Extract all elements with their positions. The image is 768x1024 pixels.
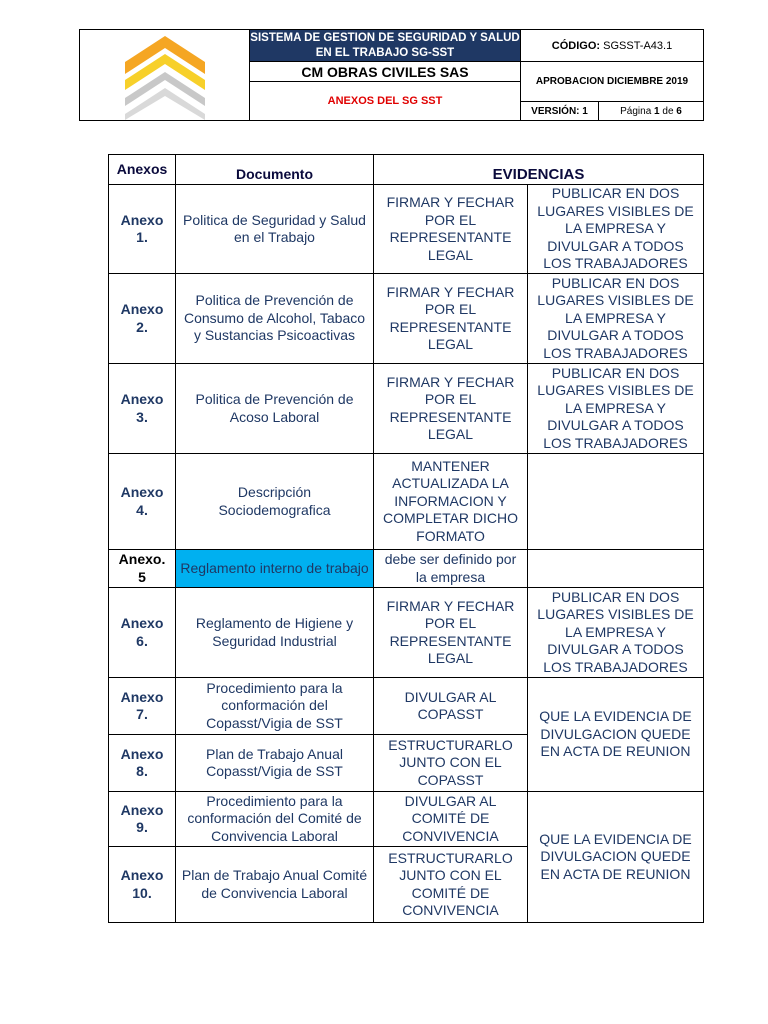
document-cell: Reglamento interno de trabajo bbox=[176, 550, 374, 588]
evidence-cell: PUBLICAR EN DOS LUGARES VISIBLES DE LA EMPRESA Y DIVULGAR A TODOS LOS TRABAJADORES bbox=[528, 185, 704, 274]
evidence-cell: DIVULGAR AL COMITÉ DE CONVIVENCIA bbox=[374, 792, 528, 847]
page-word: Página bbox=[620, 105, 652, 117]
table-row bbox=[109, 792, 704, 847]
evidence-cell bbox=[528, 454, 704, 550]
evidence-cell: PUBLICAR EN DOS LUGARES VISIBLES DE LA EMPRESA Y DIVULGAR A TODOS LOS TRABAJADORES bbox=[528, 364, 704, 454]
evidence-cell: FIRMAR Y FECHAR POR EL REPRESENTANTE LEGAL bbox=[374, 185, 528, 274]
evidence-cell-merged: QUE LA EVIDENCIA DE DIVULGACION QUEDE EN ACTA DE REUNION bbox=[528, 678, 704, 792]
annex-cell: Anexo 6. bbox=[109, 588, 176, 678]
table-header-row bbox=[109, 155, 704, 185]
document-cell: Reglamento de Higiene y Seguridad Industrial bbox=[176, 588, 374, 678]
version-value: 1 bbox=[582, 105, 588, 117]
table-row bbox=[109, 550, 704, 588]
table-row bbox=[109, 454, 704, 550]
evidence-cell-merged: QUE LA EVIDENCIA DE DIVULGACION QUEDE EN ACTA DE REUNION bbox=[528, 792, 704, 923]
document-cell: Plan de Trabajo Anual Copasst/Vigia de SST bbox=[176, 735, 374, 792]
code-label: CÓDIGO: bbox=[551, 39, 601, 52]
header-document: Documento bbox=[176, 155, 374, 185]
system-title: SISTEMA DE GESTION DE SEGURIDAD Y SALUD EN EL TRABAJO SG-SST bbox=[250, 30, 521, 62]
evidence-cell: FIRMAR Y FECHAR POR EL REPRESENTANTE LEGAL bbox=[374, 274, 528, 364]
evidence-cell: PUBLICAR EN DOS LUGARES VISIBLES DE LA EMPRESA Y DIVULGAR A TODOS LOS TRABAJADORES bbox=[528, 274, 704, 364]
annex-cell: Anexo 7. bbox=[109, 678, 176, 735]
evidence-cell: FIRMAR Y FECHAR POR EL REPRESENTANTE LEGAL bbox=[374, 588, 528, 678]
annex-cell: Anexo. 5 bbox=[109, 550, 176, 588]
evidence-cell: DIVULGAR AL COPASST bbox=[374, 678, 528, 735]
page-current: 1 bbox=[654, 105, 660, 117]
company-logo bbox=[120, 30, 210, 120]
document-cell: Politica de Prevención de Acoso Laboral bbox=[176, 364, 374, 454]
table-row bbox=[109, 185, 704, 274]
document-cell: Descripción Sociodemografica bbox=[176, 454, 374, 550]
evidence-cell: FIRMAR Y FECHAR POR EL REPRESENTANTE LEGAL bbox=[374, 364, 528, 454]
annex-cell: Anexo 4. bbox=[109, 454, 176, 550]
evidence-cell: MANTENER ACTUALIZADA LA INFORMACION Y COMPLETAR DICHO FORMATO bbox=[374, 454, 528, 550]
document-cell: Procedimiento para la conformación del Copasst/Vigia de SST bbox=[176, 678, 374, 735]
annex-cell: Anexo 3. bbox=[109, 364, 176, 454]
table-row bbox=[109, 364, 704, 454]
evidence-cell: PUBLICAR EN DOS LUGARES VISIBLES DE LA EMPRESA Y DIVULGAR A TODOS LOS TRABAJADORES bbox=[528, 588, 704, 678]
header-annex: Anexos bbox=[109, 155, 176, 185]
page-number bbox=[599, 102, 704, 121]
company-name: CM OBRAS CIVILES SAS bbox=[250, 62, 521, 82]
page-total: 6 bbox=[676, 105, 682, 117]
version-label: VERSIÓN: bbox=[531, 105, 580, 117]
table-row bbox=[109, 274, 704, 364]
annex-title: ANEXOS DEL SG SST bbox=[250, 82, 521, 121]
document-header bbox=[79, 29, 704, 121]
evidence-cell: debe ser definido por la empresa bbox=[374, 550, 528, 588]
evidence-cell: ESTRUCTURARLO JUNTO CON EL COMITÉ DE CONVIVENCIA bbox=[374, 847, 528, 923]
header-evidence: EVIDENCIAS bbox=[374, 155, 704, 185]
page-of: de bbox=[662, 105, 674, 117]
annex-cell: Anexo 8. bbox=[109, 735, 176, 792]
document-code bbox=[521, 30, 704, 62]
table-row bbox=[109, 678, 704, 735]
code-value: SGSST-A43.1 bbox=[603, 39, 673, 52]
document-cell: Politica de Seguridad y Salud en el Trabajo bbox=[176, 185, 374, 274]
logo-cell bbox=[80, 30, 250, 121]
document-cell: Politica de Prevención de Consumo de Alcohol, Tabaco y Sustancias Psicoactivas bbox=[176, 274, 374, 364]
annex-table bbox=[108, 154, 704, 923]
evidence-cell bbox=[528, 550, 704, 588]
approval-date: APROBACION DICIEMBRE 2019 bbox=[521, 62, 704, 102]
annex-cell: Anexo 1. bbox=[109, 185, 176, 274]
annex-cell: Anexo 9. bbox=[109, 792, 176, 847]
document-cell: Plan de Trabajo Anual Comité de Convivencia Laboral bbox=[176, 847, 374, 923]
version bbox=[521, 102, 599, 121]
evidence-cell: ESTRUCTURARLO JUNTO CON EL COPASST bbox=[374, 735, 528, 792]
table-row bbox=[109, 588, 704, 678]
annex-cell: Anexo 2. bbox=[109, 274, 176, 364]
document-cell: Procedimiento para la conformación del Comité de Convivencia Laboral bbox=[176, 792, 374, 847]
annex-cell: Anexo 10. bbox=[109, 847, 176, 923]
